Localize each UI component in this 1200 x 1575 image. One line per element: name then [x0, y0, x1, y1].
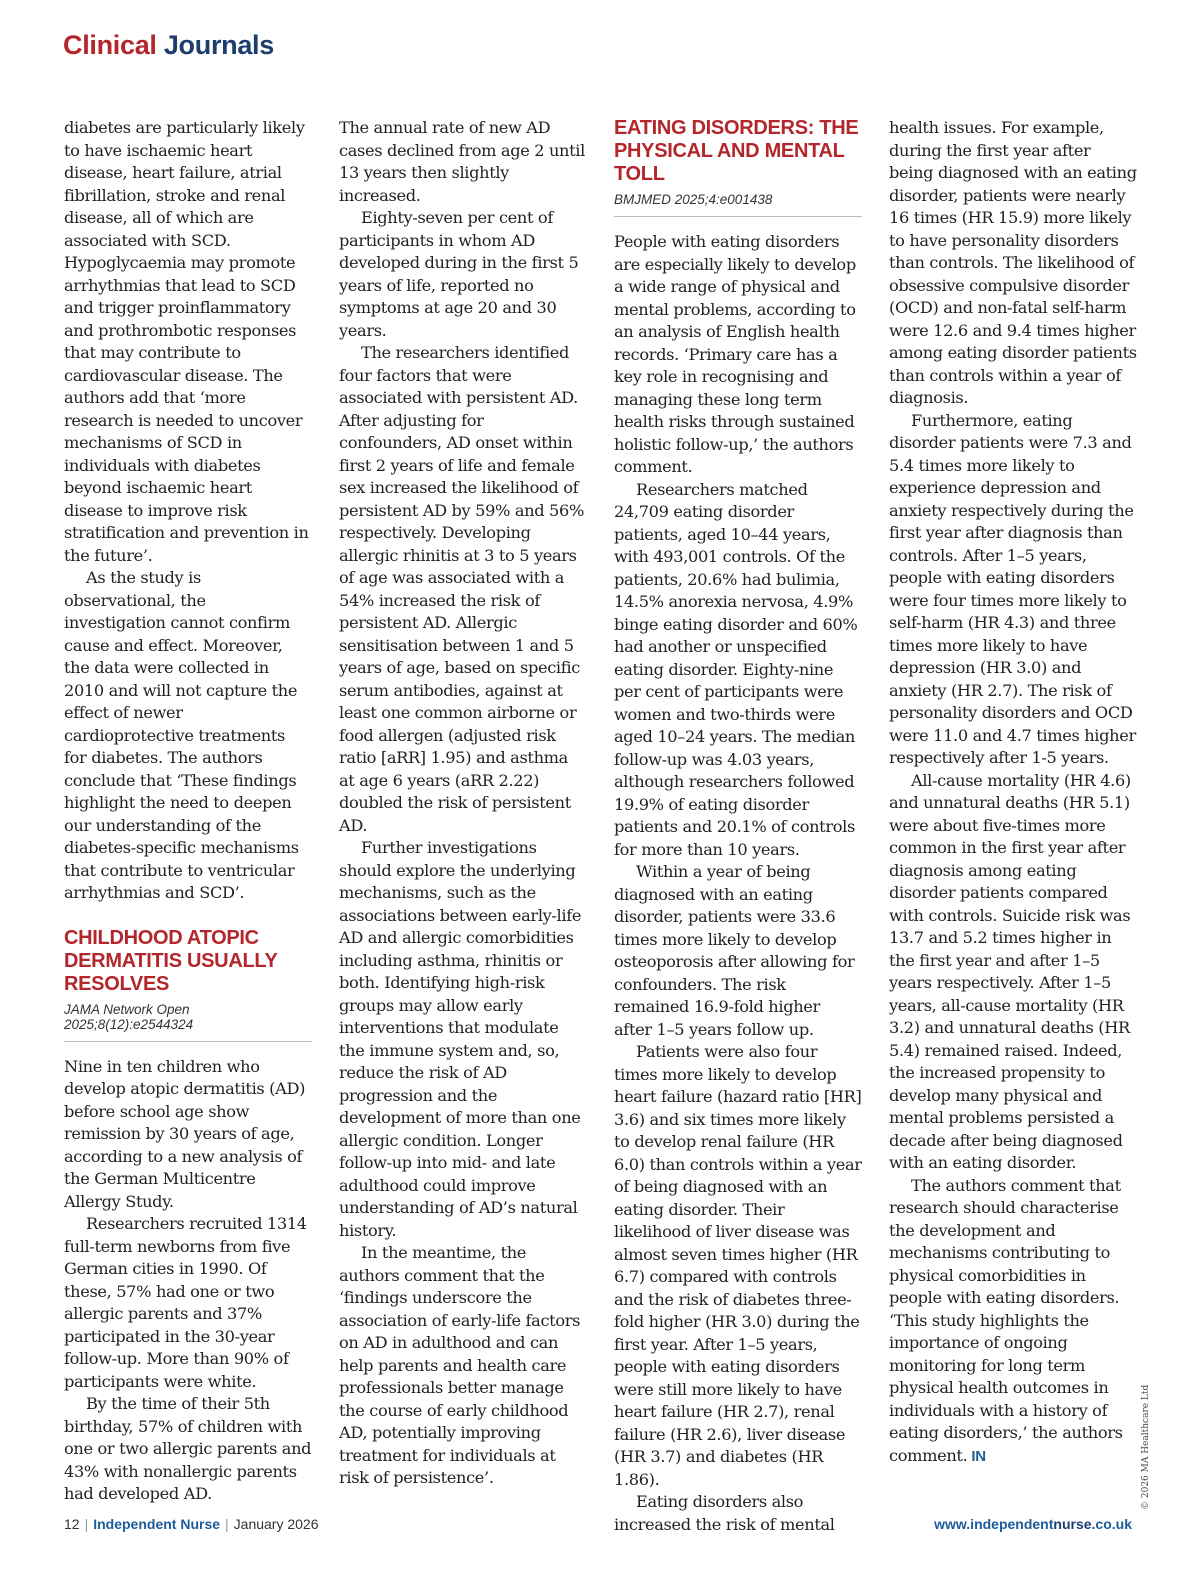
- paragraph: Nine in ten children who develop atopic dermatitis (AD) before school age show remission by 30 years of age, according to a new analysis of the German Multicentre Allergy Study.: [64, 1056, 306, 1211]
- copyright-notice: © 2026 MA Healthcare Ltd: [1141, 1384, 1151, 1510]
- footer-url[interactable]: [934, 1516, 1132, 1532]
- header-word-journals: Journals: [163, 30, 274, 60]
- column-2: [339, 117, 587, 1490]
- paragraph: As the study is observational, the investigation cannot confirm cause and effect. Moreover, the data were collected in 2010 and will not capture the effect of newer cardioprotective treatments for diabetes. The authors conclude that ‘These findings highlight the need to deepen our understanding of the diabetes-specific mechanisms that contribute to ventricular arrhythmias and SCD’.: [64, 568, 299, 902]
- paragraph: Within a year of being diagnosed with an eating disorder, patients were 33.6 times more likely to develop osteoporosis after allowing for confounders. The risk remained 16.9-fold higher after 1–5 years follow up.: [614, 862, 855, 1039]
- article-citation: JAMA Network Open 2025;8(12):e2544324: [64, 1002, 312, 1042]
- column-4: [889, 117, 1137, 1468]
- column-3: [614, 117, 862, 1536]
- paragraph-text: The authors comment that research should characterise the development and mechanisms contributing to physical comorbidities in people with eating disorders. ‘This study highlights the importance of ongoing monitoring for long term physical health outcomes in individuals with a history of eating disorders,’ the authors comment.: [889, 1175, 1123, 1465]
- paragraph: Further investigations should explore the underlying mechanisms, such as the associations between early-life AD and allergic comorbidities including asthma, rhinitis or both. Identifying high-risk groups may allow early interventions that modulate the immune system and, so, reduce the risk of AD progression and the development of more than one allergic condition. Longer follow-up into mid- and late adulthood could improve understanding of AD’s natural history.: [339, 838, 582, 1240]
- url-prefix: www.independent: [934, 1516, 1054, 1532]
- paragraph: Furthermore, eating disorder patients were 7.3 and 5.4 times more likely to experience depression and anxiety respectively during the first year after diagnosis than controls. After 1–5 years, people with eating disorders were four times more likely to self-harm (HR 4.3) and three times more likely to have depression (HR 3.0) and anxiety (HR 2.7). The risk of personality disorders and OCD were 11.0 and 4.7 times higher respectively after 1-5 years.: [889, 410, 1136, 767]
- paragraph: diabetes are particularly likely to have ischaemic heart disease, heart failure, atrial fibrillation, stroke and renal disease, all of which are associated with SCD. Hypoglycaemia may promote arrhythmias that lead to SCD and trigger proinflammatory and prothrombotic responses that may contribute to cardiovascular disease. The authors add that ‘more research is needed to uncover mechanisms of SCD in individuals with diabetes beyond ischaemic heart disease to improve risk stratification and prevention in the future’.: [64, 118, 309, 565]
- url-highlight: nurse: [1053, 1516, 1092, 1532]
- paragraph: In the meantime, the authors comment that the ‘findings underscore the association of early-life factors on AD in adulthood and can help parents and health care professionals better manage the course of early childhood AD, potentially improving treatment for individuals at risk of persistence’.: [339, 1243, 581, 1487]
- section-header: [63, 30, 274, 61]
- article-title-eating-disorders: EATING DISORDERS: THE PHYSICAL AND MENTAL TOLL: [614, 117, 859, 185]
- paragraph: Eating disorders also increased the risk of mental: [614, 1492, 835, 1534]
- paragraph: Researchers matched 24,709 eating disorder patients, aged 10–44 years, with 493,001 controls. Of the patients, 20.6% had bulimia, 14.5% anorexia nervosa, 4.9% binge eating disorder and 60% had another or unspecified eating disorder. Eighty-nine per cent of participants were women and two-thirds were aged 10–24 years. The median follow-up was 4.03 years, although researchers followed 19.9% of eating disorder patients and 20.1% of controls for more than 10 years.: [614, 479, 858, 859]
- paragraph: People with eating disorders are especially likely to develop a wide range of physical and mental problems, according to an analysis of English health records. ‘Primary care has a key role in recognising and managing these long term health risks through sustained holistic follow-up,’ the authors comment.: [614, 232, 856, 476]
- paragraph: Eighty-seven per cent of participants in whom AD developed during in the first 5 years of life, reported no symptoms at age 20 and 30 years.: [339, 208, 579, 340]
- issue-date: January 2026: [233, 1516, 319, 1532]
- paragraph: By the time of their 5th birthday, 57% of children with one or two allergic parents and 43% with nonallergic parents had developed AD.: [64, 1394, 312, 1503]
- paragraph: [889, 1175, 1137, 1469]
- article-citation: BMJMED 2025;4:e001438: [614, 192, 862, 217]
- paragraph: The annual rate of new AD cases declined from age 2 until 13 years then slightly increased.: [339, 118, 585, 205]
- url-suffix: .co.uk: [1091, 1516, 1132, 1532]
- column-1: [64, 117, 312, 1506]
- footer-left: 12 | Independent Nurse | January 2026: [64, 1516, 319, 1532]
- magazine-name: Independent Nurse: [93, 1516, 221, 1532]
- page-number: 12: [64, 1516, 80, 1532]
- paragraph: The researchers identified four factors that were associated with persistent AD. After adjusting for confounders, AD onset within first 2 years of life and female sex increased the likelihood of persistent AD by 59% and 56% respectively. Developing allergic rhinitis at 3 to 5 years of age was associated with a 54% increased the risk of persistent AD. Allergic sensitisation between 1 and 5 years of age, based on specific serum antibodies, against at least one common airborne or food allergen (adjusted risk ratio [aRR] 1.95) and asthma at age 6 years (aRR 2.22) doubled the risk of persistent AD.: [339, 343, 584, 835]
- paragraph: Patients were also four times more likely to develop heart failure (hazard ratio [HR] 3.6) and six times more likely to develop renal failure (HR 6.0) than controls within a year of being diagnosed with an eating disorder. Their likelihood of liver disease was almost seven times higher (HR 6.7) compared with controls and the risk of diabetes three-fold higher (HR 3.0) during the first year. After 1–5 years, people with eating disorders were still more likely to have heart failure (HR 2.7), renal failure (HR 2.6), liver disease (HR 3.7) and diabetes (HR 1.86).: [614, 1042, 862, 1489]
- paragraph: All-cause mortality (HR 4.6) and unnatural deaths (HR 5.1) were about five-times more common in the first year after diagnosis among eating disorder patients compared with controls. Suicide risk was 13.7 and 5.2 times higher in the first year and after 1–5 years respectively. After 1–5 years, all-cause mortality (HR 3.2) and unnatural deaths (HR 5.4) remained raised. Indeed, the increased propensity to develop many physical and mental problems persisted a decade after being diagnosed with an eating disorder.: [889, 770, 1131, 1172]
- paragraph: health issues. For example, during the first year after being diagnosed with an eating disorder, patients were nearly 16 times (HR 15.9) more likely to have personality disorders than controls. The likelihood of obsessive compulsive disorder (OCD) and non-fatal self-harm were 12.6 and 9.4 times higher among eating disorder patients than controls within a year of diagnosis.: [889, 118, 1137, 407]
- header-word-clinical: Clinical: [63, 30, 157, 60]
- end-of-article-mark: IN: [971, 1447, 986, 1465]
- paragraph: Researchers recruited 1314 full-term newborns from five German cities in 1990. Of these, 57% had one or two allergic parents and 37% participated in the 30-year follow-up. More than 90% of participants were white.: [64, 1214, 307, 1391]
- article-title-atopic-dermatitis: CHILDHOOD ATOPIC DERMATITIS USUALLY RESOLVES: [64, 926, 278, 995]
